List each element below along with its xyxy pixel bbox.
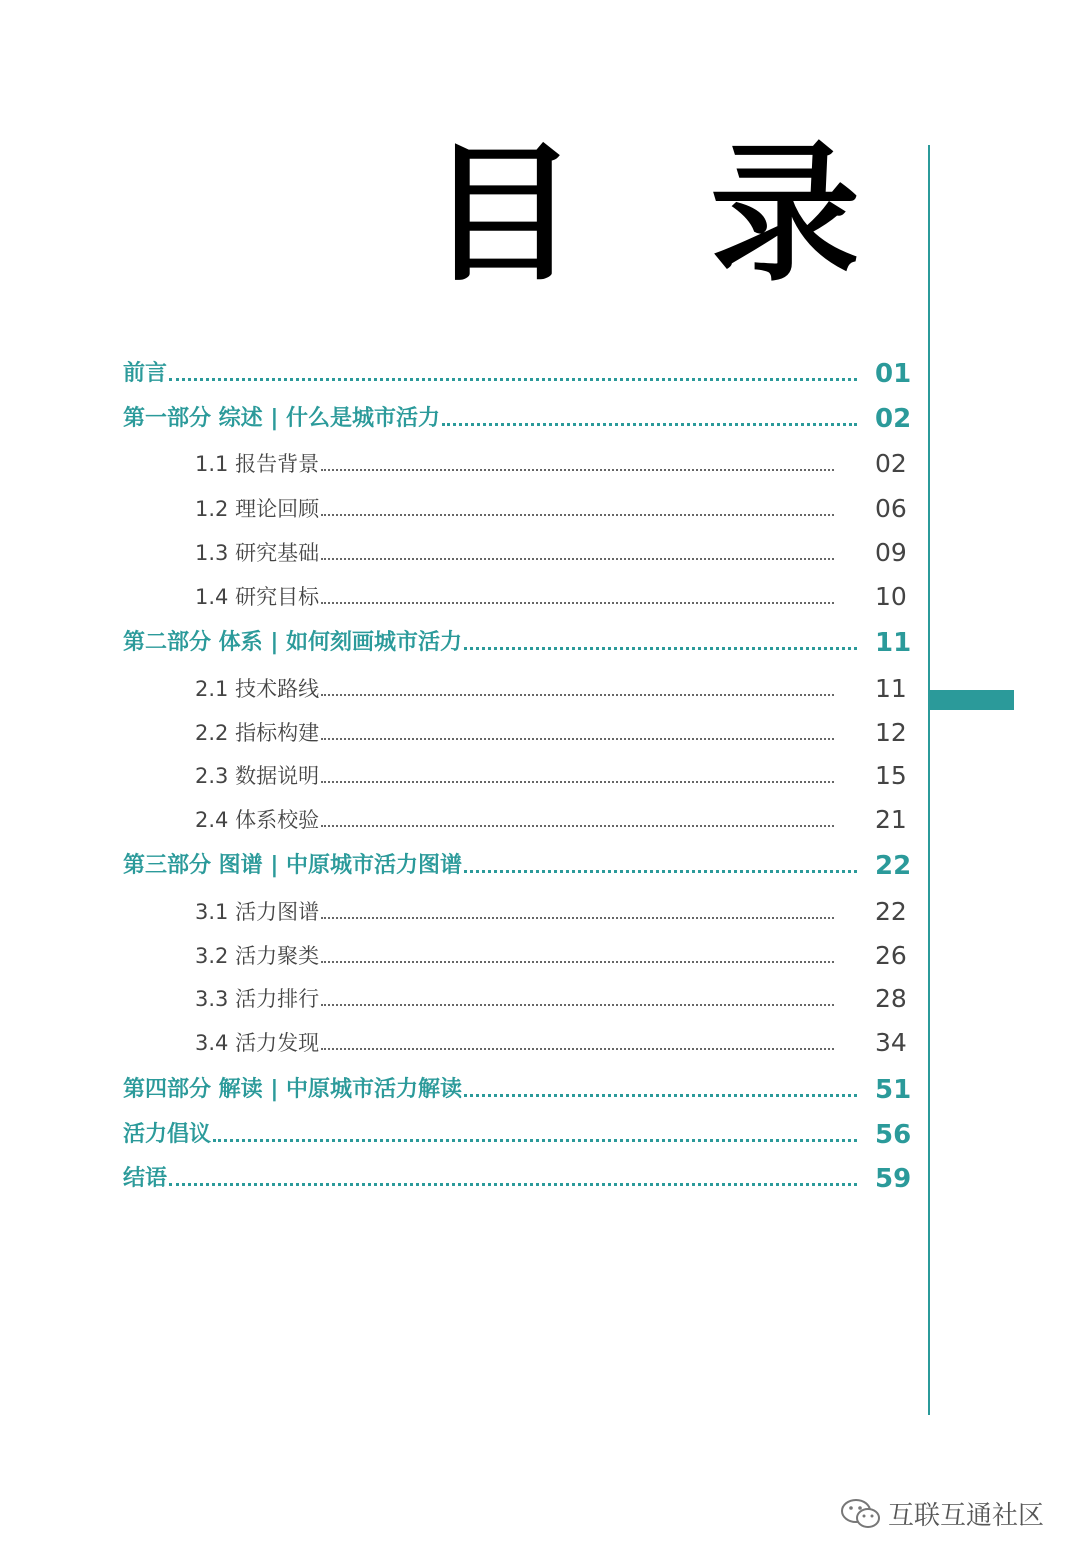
- vertical-divider: [928, 145, 930, 1415]
- accent-bar: [930, 690, 1014, 710]
- toc-entry-page: 51: [875, 1075, 912, 1105]
- toc-entry-page: 21: [875, 805, 907, 834]
- toc-entry-part-4[interactable]: [123, 1072, 912, 1105]
- dot-leader: [321, 469, 834, 471]
- toc-entry-page: 11: [875, 674, 907, 703]
- toc-entry-label: 前言: [123, 361, 168, 386]
- toc-entry-label: 3.2 活力聚类: [195, 944, 320, 968]
- toc-entry-page: 28: [875, 984, 907, 1013]
- dot-leader: [321, 1004, 834, 1006]
- watermark: [840, 1495, 1044, 1532]
- toc-entry-page: 10: [875, 582, 907, 611]
- dot-leader: [321, 558, 834, 560]
- toc-entry-label: 1.1 报告背景: [195, 452, 320, 476]
- toc-entry-page: 56: [875, 1120, 912, 1150]
- toc-entry-label: 2.1 技术路线: [195, 677, 320, 701]
- dot-leader: [169, 1183, 857, 1186]
- toc-entry-label: 结语: [123, 1166, 168, 1191]
- toc-entry-page: 15: [875, 761, 907, 790]
- toc-entry-page: 59: [875, 1164, 912, 1194]
- toc-entry-label: 第四部分 解读 | 中原城市活力解读: [123, 1077, 463, 1102]
- toc-entry-page: 26: [875, 941, 907, 970]
- toc-entry-3-2[interactable]: [195, 940, 907, 970]
- toc-entry-part-2[interactable]: [123, 625, 912, 658]
- toc-entry-page: 22: [875, 897, 907, 926]
- toc-entry-label: 1.3 研究基础: [195, 541, 320, 565]
- toc-entry-2-2[interactable]: [195, 717, 907, 747]
- dot-leader: [321, 961, 834, 963]
- watermark-text: 互联互通社区: [887, 1501, 1044, 1531]
- toc-entry-3-3[interactable]: [195, 983, 907, 1013]
- toc-entry-label: 第一部分 综述 | 什么是城市活力: [123, 406, 441, 431]
- toc-entry-conclusion[interactable]: [123, 1161, 912, 1194]
- toc-entry-page: 06: [875, 494, 907, 523]
- dot-leader: [321, 781, 834, 783]
- toc-entry-page: 11: [875, 628, 912, 658]
- toc-entry-label: 1.2 理论回顾: [195, 497, 320, 521]
- toc-entry-label: 3.1 活力图谱: [195, 900, 320, 924]
- toc-entry-3-1[interactable]: [195, 896, 907, 926]
- toc-entry-label: 3.4 活力发现: [195, 1031, 320, 1055]
- toc-entry-label: 第三部分 图谱 | 中原城市活力图谱: [123, 853, 463, 878]
- toc-entry-part-1[interactable]: [123, 401, 912, 434]
- toc-entry-label: 2.3 数据说明: [195, 764, 320, 788]
- toc-entry-label: 1.4 研究目标: [195, 585, 320, 609]
- dot-leader: [321, 1048, 834, 1050]
- dot-leader: [464, 1094, 857, 1097]
- toc-entry-page: 01: [875, 359, 912, 389]
- page-title: 目 录: [427, 128, 900, 302]
- toc-entry-part-3[interactable]: [123, 848, 912, 881]
- toc-entry-page: 22: [875, 851, 912, 881]
- toc-entry-page: 02: [875, 449, 907, 478]
- dot-leader: [321, 602, 834, 604]
- dot-leader: [321, 917, 834, 919]
- toc-entry-label: 2.4 体系校验: [195, 808, 320, 832]
- toc-entry-1-3[interactable]: [195, 537, 907, 567]
- toc-entry-2-3[interactable]: [195, 760, 907, 790]
- dot-leader: [321, 694, 834, 696]
- toc-entry-3-4[interactable]: [195, 1027, 907, 1057]
- toc-entry-1-4[interactable]: [195, 581, 907, 611]
- dot-leader: [321, 825, 834, 827]
- toc-entry-label: 第二部分 体系 | 如何刻画城市活力: [123, 630, 463, 655]
- dot-leader: [321, 514, 834, 516]
- toc-entry-label: 活力倡议: [123, 1122, 212, 1147]
- toc-entry-1-2[interactable]: [195, 493, 907, 523]
- dot-leader: [464, 870, 857, 873]
- toc-entry-2-4[interactable]: [195, 804, 907, 834]
- toc-entry-page: 02: [875, 404, 912, 434]
- wechat-icon: [840, 1497, 882, 1531]
- toc-entry-label: 3.3 活力排行: [195, 987, 320, 1011]
- toc-entry-label: 2.2 指标构建: [195, 721, 320, 745]
- dot-leader: [464, 647, 857, 650]
- dot-leader: [169, 378, 857, 381]
- dot-leader: [321, 738, 834, 740]
- toc-entry-2-1[interactable]: [195, 673, 907, 703]
- dot-leader: [442, 423, 857, 426]
- toc-entry-1-1[interactable]: [195, 448, 907, 478]
- toc-entry-proposal[interactable]: [123, 1117, 912, 1150]
- toc-entry-page: 34: [875, 1028, 907, 1057]
- toc-entry-page: 12: [875, 718, 907, 747]
- toc-entry-page: 09: [875, 538, 907, 567]
- dot-leader: [213, 1139, 857, 1142]
- toc-entry-preface[interactable]: [123, 356, 912, 389]
